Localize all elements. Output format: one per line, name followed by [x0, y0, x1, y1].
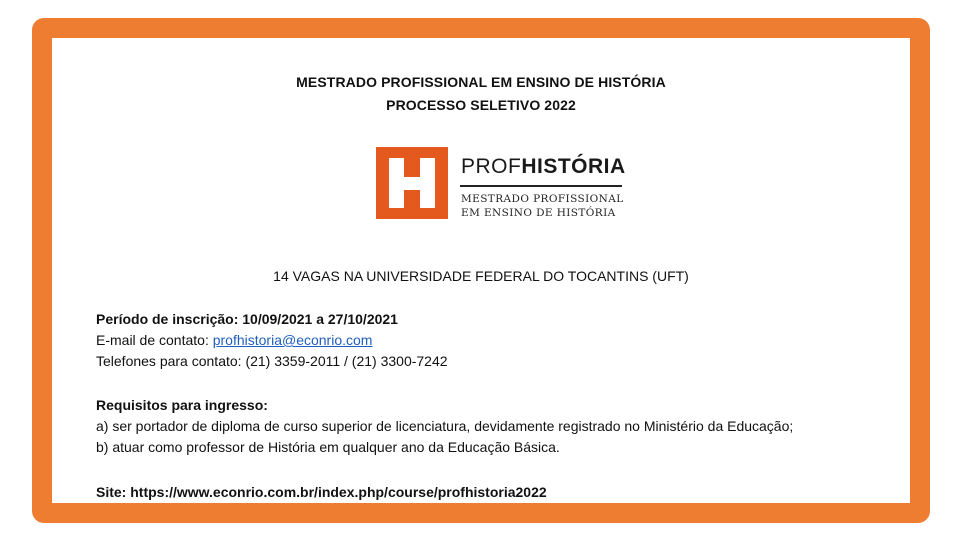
logo-mark — [376, 147, 448, 219]
contact-phones — [96, 351, 448, 372]
logo-brand — [461, 155, 626, 179]
site-url: Site: https://www.econrio.com.br/index.php/course/profhistoria2022 — [96, 484, 547, 500]
requirements-title: Requisitos para ingresso: — [96, 397, 268, 413]
contact-phones-label: Telefones para contato: — [96, 353, 242, 369]
header-title: MESTRADO PROFISSIONAL EM ENSINO DE HISTÓRIA — [296, 74, 666, 90]
registration-period-label: Período de inscrição: — [96, 311, 239, 327]
logo-divider — [460, 185, 622, 187]
content-panel — [52, 38, 910, 503]
contact-email-label: E-mail de contato: — [96, 332, 209, 348]
h-letter-icon — [376, 147, 448, 219]
profhistoria-logo — [376, 147, 636, 219]
logo-brand-light: PROF — [461, 155, 522, 178]
contact-phones-value: (21) 3359-2011 / (21) 3300-7242 — [245, 353, 448, 369]
logo-subtitle-line1: MESTRADO PROFISSIONAL — [461, 193, 624, 205]
vacancies-line: 14 VAGAS NA UNIVERSIDADE FEDERAL DO TOCANTINS (UFT) — [273, 268, 689, 284]
orange-frame — [32, 18, 930, 523]
header-subtitle: PROCESSO SELETIVO 2022 — [386, 97, 576, 113]
requirement-item: b) atuar como professor de História em qualquer ano da Educação Básica. — [96, 439, 560, 455]
registration-period — [96, 309, 448, 330]
requirement-item: a) ser portador de diploma de curso superior de licenciatura, devidamente registrado no Ministério da Educação; — [96, 418, 794, 434]
logo-subtitle-line2: EM ENSINO DE HISTÓRIA — [461, 207, 616, 219]
contact-email — [96, 330, 448, 351]
registration-period-value: 10/09/2021 a 27/10/2021 — [242, 311, 398, 327]
contact-email-link[interactable]: profhistoria@econrio.com — [212, 332, 373, 348]
requirements — [96, 395, 793, 458]
logo-brand-bold: HISTÓRIA — [521, 155, 626, 178]
contact-info — [96, 309, 448, 372]
